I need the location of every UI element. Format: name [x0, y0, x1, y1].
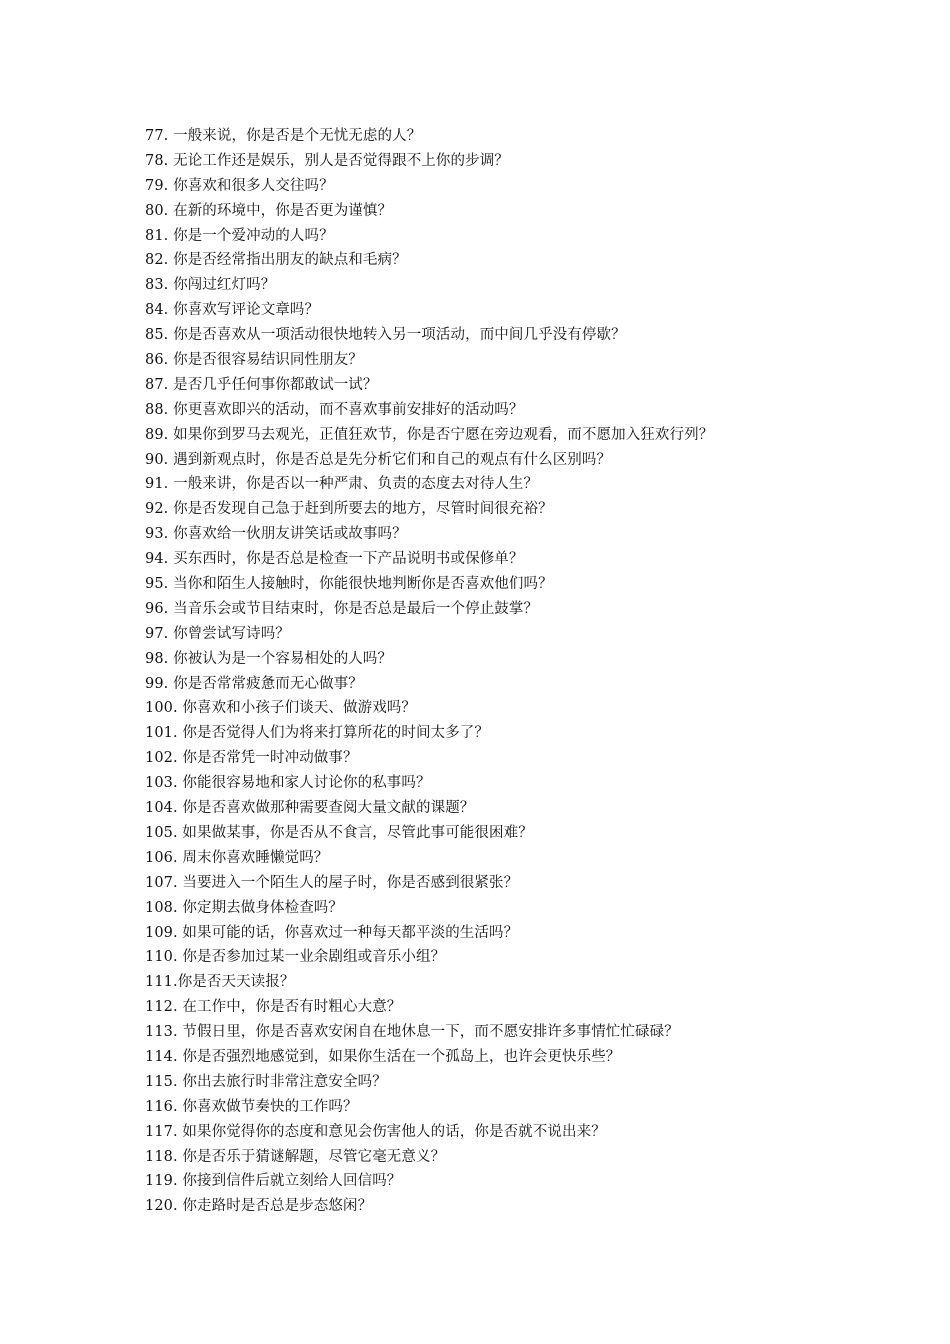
question-item — [145, 448, 845, 473]
question-item — [145, 174, 845, 199]
question-item — [145, 672, 845, 697]
question-item — [145, 871, 845, 896]
question-text: 你是否很容易结识同性朋友？ — [173, 352, 363, 369]
question-text: 买东西时，你是否总是检查一下产品说明书或保修单？ — [173, 551, 524, 568]
question-item — [145, 1020, 845, 1045]
question-item — [145, 298, 845, 323]
question-number: 118. — [145, 1148, 178, 1165]
question-number: 83. — [145, 277, 169, 294]
question-number: 120. — [145, 1198, 178, 1215]
question-text: 你喜欢和小孩子们谈天、做游戏吗？ — [182, 700, 417, 717]
question-number: 100. — [145, 700, 178, 717]
question-number: 94. — [145, 551, 169, 568]
question-text: 无论工作还是娱乐，别人是否觉得跟不上你的步调？ — [173, 152, 509, 169]
question-number: 119. — [145, 1173, 178, 1190]
question-item — [145, 323, 845, 348]
question-number: 96. — [145, 600, 169, 617]
question-text: 你喜欢给一伙朋友讲笑话或故事吗？ — [173, 526, 407, 543]
question-item — [145, 796, 845, 821]
question-number: 114. — [145, 1048, 178, 1065]
question-number: 85. — [145, 327, 169, 344]
question-text: 你被认为是一个容易相处的人吗？ — [173, 650, 393, 667]
question-item — [145, 248, 845, 273]
question-text: 当要进入一个陌生人的屋子时，你是否感到很紧张？ — [182, 874, 519, 891]
question-item — [145, 522, 845, 547]
question-text: 是否几乎任何事你都敢试一试？ — [173, 376, 378, 393]
question-number: 86. — [145, 352, 169, 369]
question-item — [145, 149, 845, 174]
question-number: 104. — [145, 800, 178, 817]
question-text: 如果做某事，你是否从不食言，尽管此事可能很困难？ — [182, 824, 533, 841]
question-number: 77. — [145, 128, 169, 144]
question-text: 你接到信件后就立刻给人回信吗？ — [182, 1173, 402, 1190]
question-item — [145, 472, 845, 497]
question-number: 116. — [145, 1098, 178, 1115]
question-number: 92. — [145, 501, 169, 518]
question-number: 99. — [145, 675, 169, 692]
question-item — [145, 1145, 845, 1170]
question-item — [145, 721, 845, 746]
question-number: 107. — [145, 874, 178, 891]
question-text: 你是否发现自己急于赶到所要去的地方，尽管时间很充裕？ — [173, 501, 553, 518]
question-number: 106. — [145, 849, 178, 866]
question-item — [145, 945, 845, 970]
question-item — [145, 124, 845, 149]
question-number: 103. — [145, 775, 178, 792]
question-number: 109. — [145, 924, 178, 941]
question-item — [145, 746, 845, 771]
question-item — [145, 1095, 845, 1120]
question-number: 113. — [145, 1024, 178, 1041]
question-text: 当你和陌生人接触时，你能很快地判断你是否喜欢他们吗？ — [173, 576, 553, 593]
question-text: 你出去旅行时非常注意安全吗？ — [182, 1073, 387, 1090]
question-text: 你曾尝试写诗吗？ — [173, 625, 290, 642]
question-text: 你是否参加过某一业余剧组或音乐小组？ — [182, 949, 446, 966]
question-item — [145, 273, 845, 298]
question-text: 你是否常凭一时冲动做事？ — [182, 750, 358, 767]
question-number: 98. — [145, 650, 169, 667]
question-text: 你闯过红灯吗？ — [173, 277, 276, 294]
question-text: 你喜欢做节奏快的工作吗？ — [182, 1098, 358, 1115]
question-text: 你是否乐于猜谜解题，尽管它毫无意义？ — [182, 1148, 446, 1165]
question-item — [145, 199, 845, 224]
question-text: 一般来讲，你是否以一种严肃、负责的态度去对待人生？ — [173, 476, 539, 493]
question-list — [145, 124, 845, 1219]
question-text: 节假日里，你是否喜欢安闲自在地休息一下，而不愿安排许多事情忙忙碌碌？ — [182, 1024, 679, 1041]
question-item — [145, 373, 845, 398]
question-text: 你更喜欢即兴的活动，而不喜欢事前安排好的活动吗？ — [173, 401, 524, 418]
question-item — [145, 547, 845, 572]
question-number: 82. — [145, 252, 169, 269]
question-item — [145, 398, 845, 423]
question-item — [145, 1169, 845, 1194]
question-number: 93. — [145, 526, 169, 543]
question-item — [145, 1045, 845, 1070]
question-number: 105. — [145, 824, 178, 841]
question-item — [145, 896, 845, 921]
question-item — [145, 423, 845, 448]
question-text: 你是一个爱冲动的人吗？ — [173, 227, 334, 244]
question-text: 你是否觉得人们为将来打算所花的时间太多了？ — [182, 725, 490, 742]
question-text: 一般来说，你是否是个无忧无虑的人？ — [173, 128, 422, 144]
question-text: 你喜欢和很多人交往吗？ — [173, 177, 334, 194]
question-number: 89. — [145, 426, 169, 443]
question-item — [145, 995, 845, 1020]
question-text: 你定期去做身体检查吗？ — [182, 899, 344, 916]
question-number: 90. — [145, 451, 169, 468]
question-item — [145, 572, 845, 597]
question-number: 117. — [145, 1123, 178, 1140]
question-item — [145, 348, 845, 373]
question-number: 108. — [145, 899, 178, 916]
question-number: 84. — [145, 302, 169, 319]
question-item — [145, 497, 845, 522]
question-text: 你是否喜欢做那种需要查阅大量文献的课题？ — [182, 800, 475, 817]
question-text: 你是否常常疲惫而无心做事？ — [173, 675, 363, 692]
question-item — [145, 771, 845, 796]
question-number: 111. — [145, 974, 178, 991]
question-number: 97. — [145, 625, 169, 642]
question-text: 在工作中，你是否有时粗心大意？ — [182, 999, 402, 1016]
question-item — [145, 597, 845, 622]
question-text: 你是否经常指出朋友的缺点和毛病？ — [173, 252, 407, 269]
question-number: 78. — [145, 152, 169, 169]
question-text: 在新的环境中，你是否更为谨慎？ — [173, 202, 393, 219]
question-number: 101. — [145, 725, 178, 742]
question-number: 88. — [145, 401, 169, 418]
question-text: 周末你喜欢睡懒觉吗？ — [182, 849, 329, 866]
question-text: 当音乐会或节目结束时，你是否总是最后一个停止鼓掌？ — [173, 600, 539, 617]
question-number: 81. — [145, 227, 169, 244]
question-text: 遇到新观点时，你是否总是先分析它们和自己的观点有什么区别吗？ — [173, 451, 612, 468]
question-item — [145, 921, 845, 946]
question-item — [145, 1120, 845, 1145]
question-number: 91. — [145, 476, 169, 493]
question-item — [145, 821, 845, 846]
question-item — [145, 647, 845, 672]
question-text: 你能很容易地和家人讨论你的私事吗？ — [182, 775, 431, 792]
question-text: 如果你觉得你的态度和意见会伤害他人的话，你是否就不说出来？ — [182, 1123, 606, 1140]
question-number: 95. — [145, 576, 169, 593]
question-item — [145, 970, 845, 995]
question-item — [145, 622, 845, 647]
question-number: 80. — [145, 202, 169, 219]
question-number: 102. — [145, 750, 178, 767]
question-item — [145, 224, 845, 249]
question-text: 你走路时是否总是步态悠闲？ — [182, 1198, 373, 1215]
question-item — [145, 1194, 845, 1219]
question-number: 87. — [145, 376, 169, 393]
question-text: 如果可能的话，你喜欢过一种每天都平淡的生活吗？ — [182, 924, 519, 941]
question-text: 你是否强烈地感觉到，如果你生活在一个孤岛上，也许会更快乐些？ — [182, 1048, 621, 1065]
question-number: 79. — [145, 177, 169, 194]
question-text: 你喜欢写评论文章吗？ — [173, 302, 320, 319]
question-item — [145, 846, 845, 871]
question-number: 110. — [145, 949, 178, 966]
question-text: 如果你到罗马去观光，正值狂欢节，你是否宁愿在旁边观看，而不愿加入狂欢行列？ — [173, 426, 714, 443]
question-item — [145, 696, 845, 721]
question-text: 你是否喜欢从一项活动很快地转入另一项活动，而中间几乎没有停歇？ — [173, 327, 626, 344]
question-number: 115. — [145, 1073, 178, 1090]
question-number: 112. — [145, 999, 178, 1016]
question-item — [145, 1070, 845, 1095]
question-text: 你是否天天读报？ — [177, 974, 295, 991]
